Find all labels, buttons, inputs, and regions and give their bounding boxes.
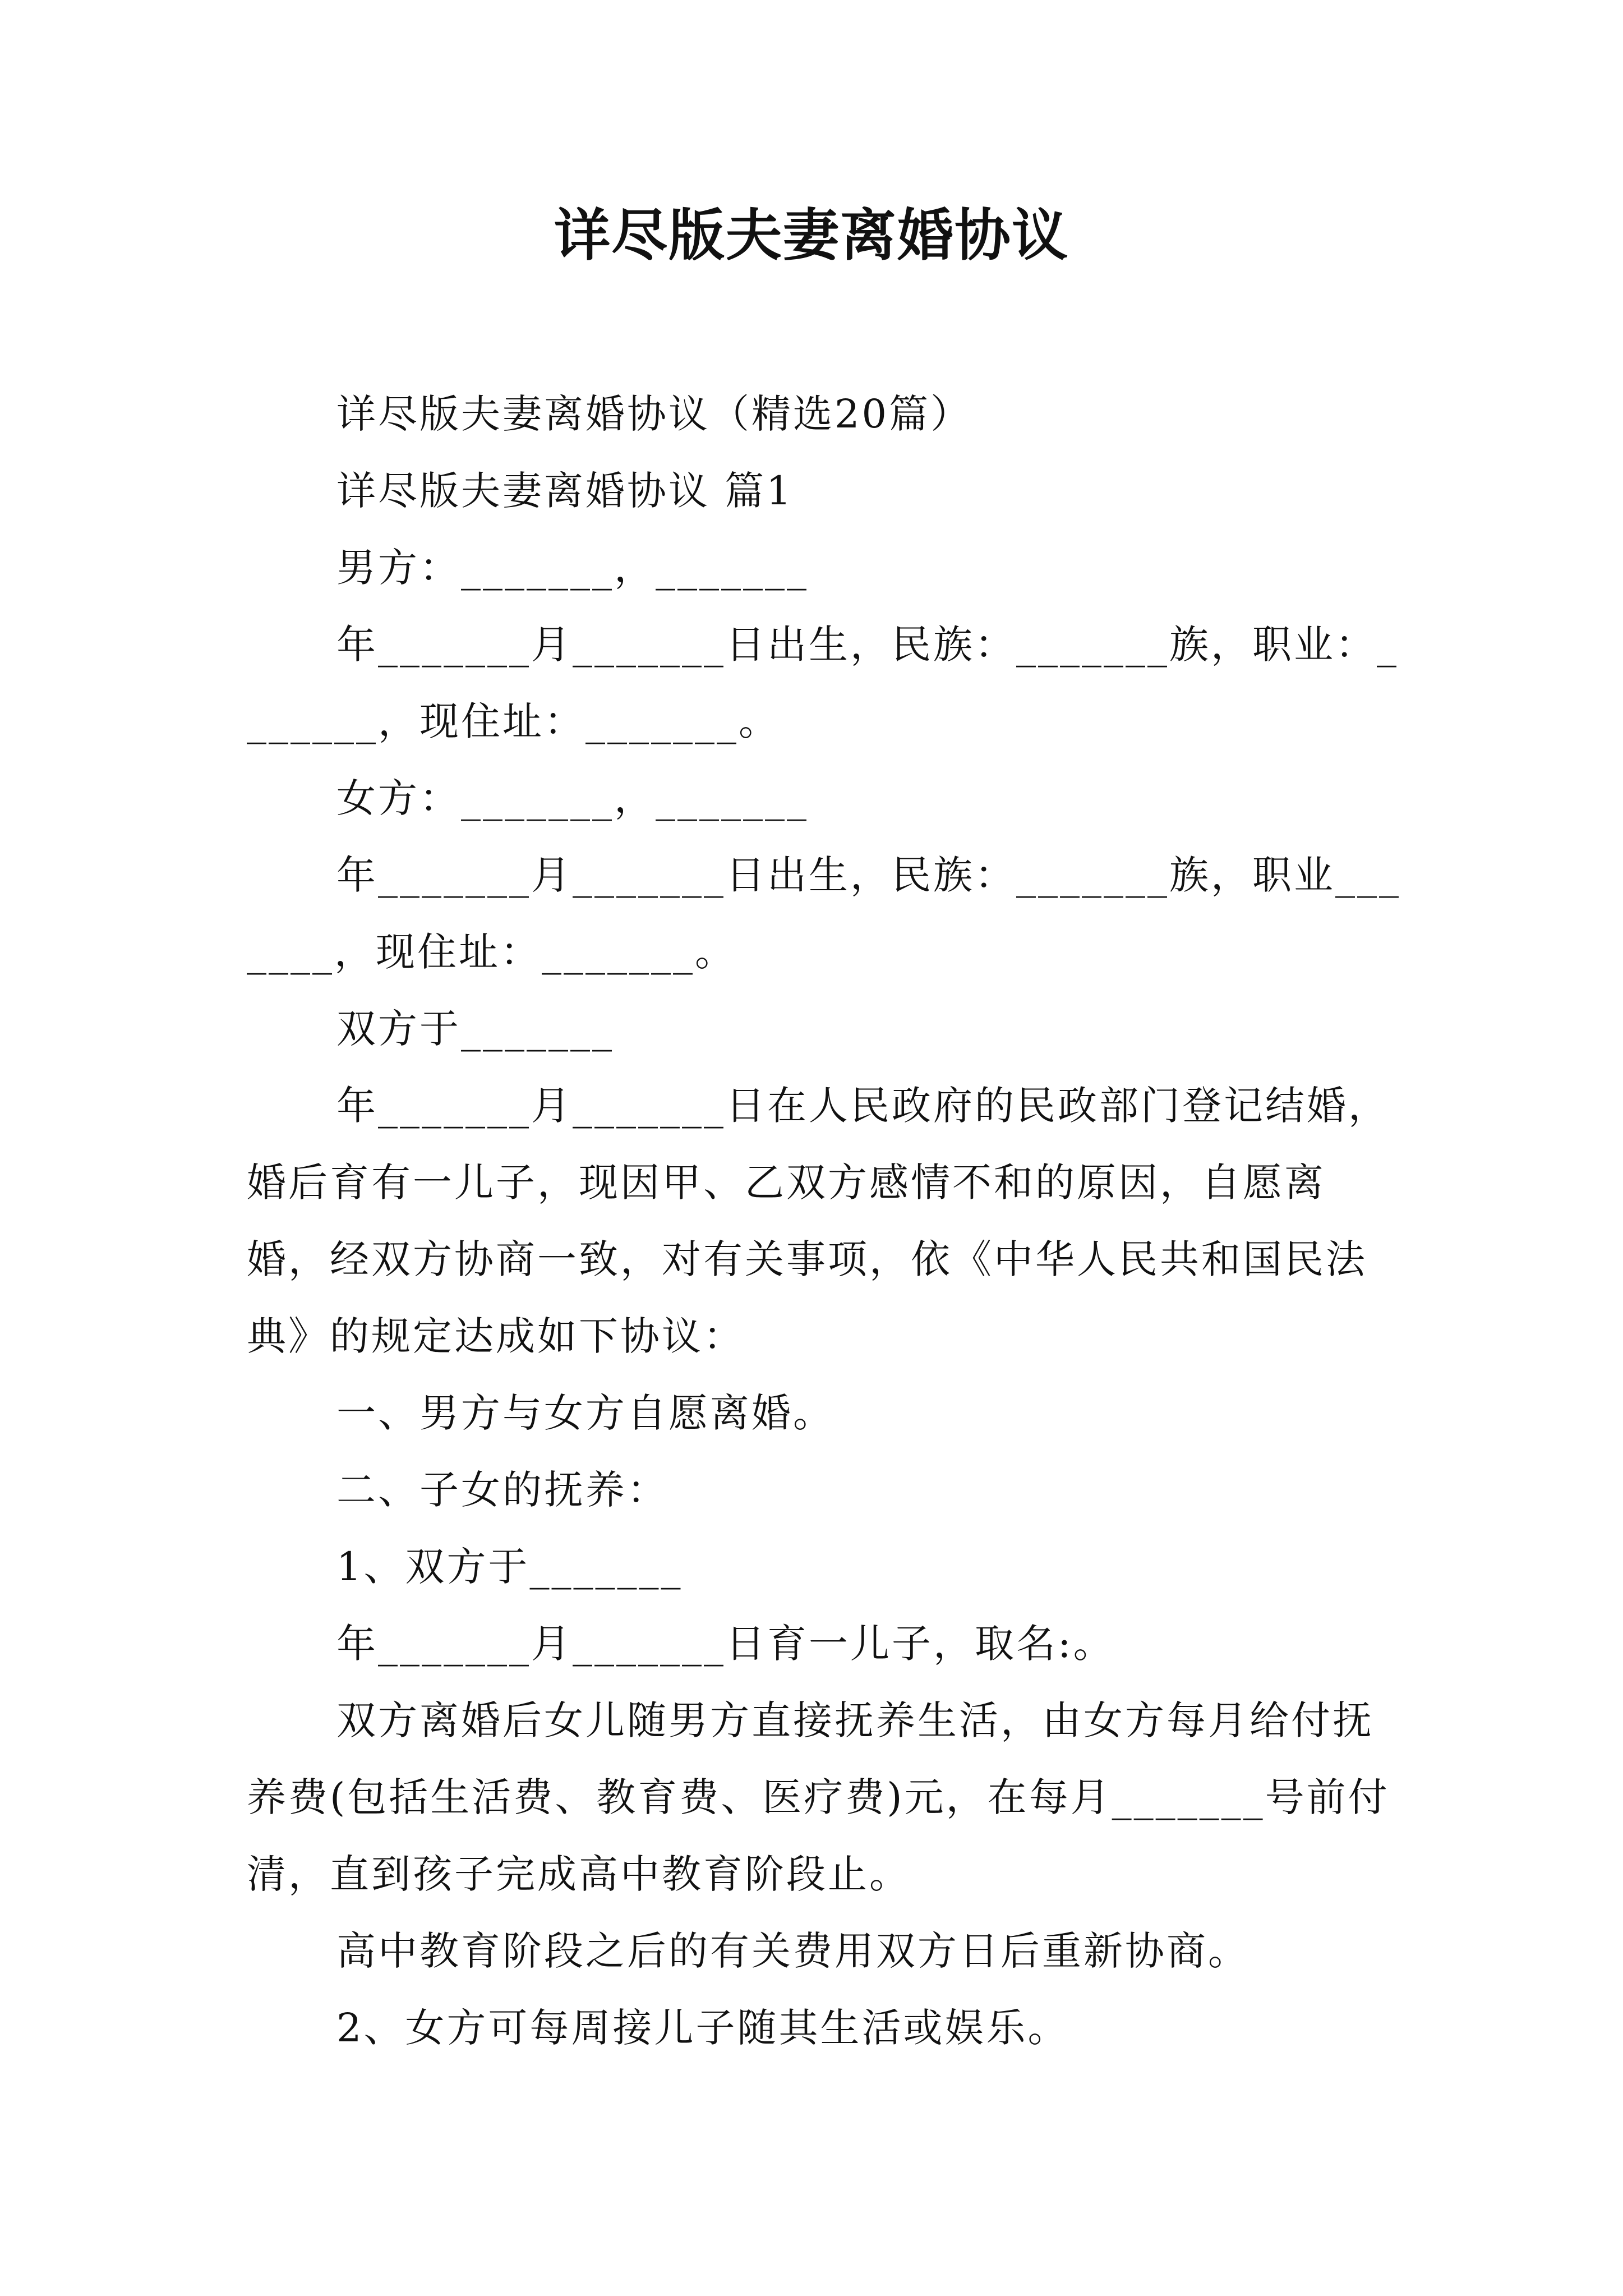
paragraph-higher-education: 高中教育阶段之后的有关费用双方日后重新协商。 bbox=[336, 1928, 1249, 1974]
document-title: 详尽版夫妻离婚协议 bbox=[554, 203, 1069, 268]
paragraph-clause-1: 一、男方与女方自愿离婚。 bbox=[336, 1390, 834, 1436]
paragraph-female-party: 女方：_______，_______ bbox=[336, 775, 809, 821]
paragraph-male-party: 男方：_______，_______ bbox=[336, 545, 809, 591]
paragraph-child-birth: 年_______月_______日育一儿子，取名:。 bbox=[336, 1621, 1115, 1667]
paragraph-subtitle: 详尽版夫妻离婚协议（精选20篇） bbox=[336, 391, 972, 437]
document-body bbox=[247, 376, 1402, 2067]
paragraph-section-heading: 详尽版夫妻离婚协议 篇1 bbox=[336, 468, 794, 514]
paragraph-child-support: 双方离婚后女儿随男方直接抚养生活，由女方每月给付抚养费(包括生活费、教育费、医疗费)元，在每月_______号前付清，直到孩子完成高中教育阶段止。 bbox=[247, 1697, 1390, 1897]
paragraph-clause-2-2: 2、女方可每周接儿子随其生活或娱乐。 bbox=[336, 2005, 1069, 2051]
paragraph-marriage-registration: 年_______月_______日在人民政府的民政部门登记结婚，婚后育有一儿子，现因甲、乙双方感情不和的原因，自愿离婚，经双方协商一致，对有关事项，依《中华人民共和国民法典》的规定达成如下协议： bbox=[247, 1083, 1390, 1359]
paragraph-marriage-date: 双方于_______ bbox=[336, 1006, 614, 1052]
paragraph-male-details: 年_______月_______日出生，民族：_______族，职业：_______，现住址：_______。 bbox=[247, 622, 1399, 744]
paragraph-female-details: 年_______月_______日出生，民族：_______族，职业_______，现住址：_______。 bbox=[247, 852, 1401, 975]
paragraph-clause-2-1: 1、双方于_______ bbox=[336, 1544, 683, 1590]
paragraph-clause-2: 二、子女的抚养： bbox=[336, 1467, 668, 1513]
